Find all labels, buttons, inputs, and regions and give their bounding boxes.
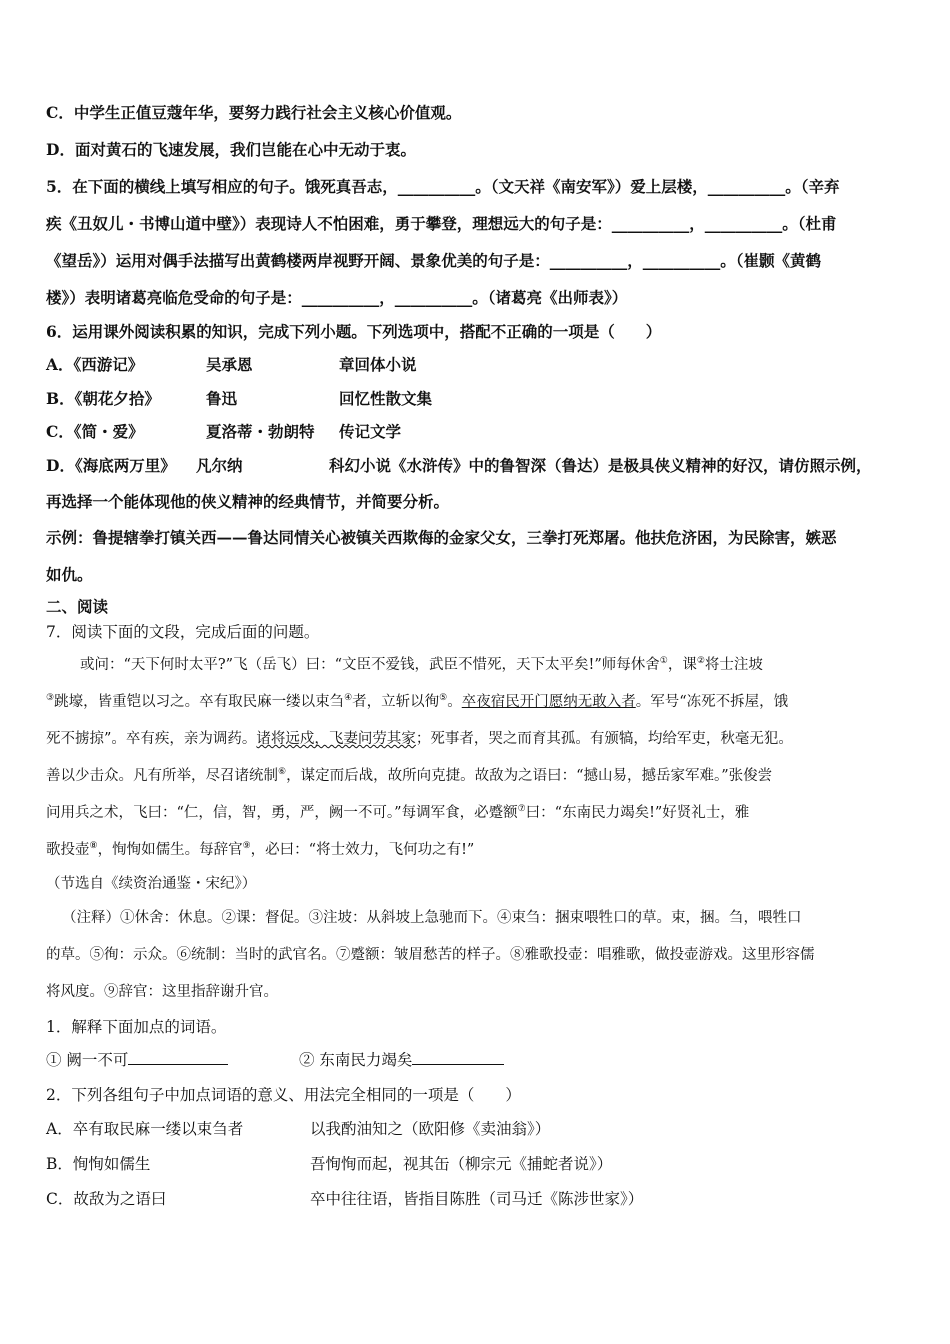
q6-option-d-title: D．《海底两万里》	[46, 456, 176, 475]
passage-line-3	[46, 727, 906, 748]
passage-text: ，课	[667, 657, 697, 673]
passage-text: ；死事者，哭之而育其孤。有颁犒，均给军吏，秋毫无犯。	[415, 731, 793, 747]
footnote-mark: ⑤	[439, 693, 448, 704]
q7-stem: 7．阅读下面的文段，完成后面的问题。	[46, 623, 320, 641]
sub2-stem: 2．下列各组句子中加点词语的意义、用法完全相同的一项是（ ）	[46, 1086, 521, 1104]
sub1-item-b: ② 东南民力竭矣	[299, 1051, 413, 1069]
underlined-sentence: 卒夜宿民开门愿纳无敢入者	[461, 694, 636, 710]
sub2-option-b-left: B．恂恂如儒生	[46, 1155, 151, 1173]
sub1-stem: 1．解释下面加点的词语。	[46, 1018, 227, 1036]
q6-option-c-genre: 传记文学	[339, 422, 402, 441]
sub2-option-a-right: 以我酌油知之（欧阳修《卖油翁》）	[310, 1120, 551, 1138]
sub2-option-c	[46, 1187, 906, 1209]
passage-text: 跳壕，皆重铠以习之。卒有取民麻一缕以束刍	[54, 694, 345, 710]
q6-option-b	[46, 387, 906, 409]
sub2-option-a-left: A．卒有取民麻一缕以束刍者	[46, 1120, 244, 1138]
wavy-underlined-sentence: 诸将远戍，飞妻问劳其家	[256, 731, 416, 747]
q6-option-c	[46, 420, 906, 442]
section-heading: 二、阅读	[46, 597, 109, 616]
passage-text: ，恂恂如儒生。每辞官	[97, 842, 243, 858]
footnote-mark: ②	[696, 656, 705, 667]
option-c	[46, 101, 906, 123]
q5-line-2: 疾《丑奴儿・书博山道中壁》）表现诗人不怕困难，勇于攀登，理想远大的句子是：__________，__________。（杜甫	[46, 214, 837, 233]
option-d-text: 面对黄石的飞速发展，我们岂能在心中无动于衷。	[74, 140, 416, 159]
footnote-mark: ⑥	[278, 767, 287, 778]
passage-text: 歌投壶	[46, 842, 90, 858]
option-d-letter: D．	[46, 140, 75, 159]
passage-text: 死不掳掠”。卒有疾，亲为调药。	[46, 731, 257, 747]
sub2-option-c-left: C．故敌为之语曰	[46, 1190, 167, 1208]
q6-option-a	[46, 353, 906, 375]
sub2-option-b-right: 吾恂恂而起，视其缶（柳宗元《捕蛇者说》）	[310, 1155, 613, 1173]
passage-line-4	[46, 764, 906, 785]
q6-option-d	[46, 454, 906, 476]
passage-text: 。	[447, 694, 462, 710]
option-c-text: 中学生正值豆蔻年华，要努力践行社会主义核心价值观。	[73, 103, 462, 122]
passage-text: 曰：“东南民力竭矣!”好贤礼士，雅	[525, 805, 750, 821]
passage-line-5	[46, 801, 906, 822]
q6-stem: 6．运用课外阅读积累的知识，完成下列小题。下列选项中，搭配不正确的一项是（ ）	[46, 322, 662, 341]
passage-text: 者，立斩以徇	[352, 694, 440, 710]
footnote-mark: ⑧	[89, 841, 98, 852]
q6-option-a-genre: 章回体小说	[339, 355, 417, 374]
q6-option-b-genre: 回忆性散文集	[339, 389, 433, 408]
footnote-mark: ④	[344, 693, 353, 704]
passage-text: 。军号“冻死不拆屋，饿	[635, 694, 789, 710]
sub2-option-a	[46, 1117, 906, 1139]
q6-option-d-rest: 科幻小说《水浒传》中的鲁智深（鲁达）是极具侠义精神的好汉，请仿照示例，	[329, 456, 872, 475]
passage-text: ，必曰：“将士效力，飞何功之有!”	[250, 842, 475, 858]
q6-example-line-2: 如仇。	[46, 565, 93, 584]
passage-text: ，谋定而后战，故所向克捷。故敌为之语曰：“撼山易，撼岳家军难。”张俊尝	[286, 768, 773, 784]
q5-line-1: 5．在下面的横线上填写相应的句子。饿死真吾志，__________。（文天祥《南安军》）爱上层楼，__________。（辛弃	[46, 177, 840, 196]
q5-line-4: 楼》）表明诸葛亮临危受命的句子是：__________，__________。（诸葛亮《出师表》）	[46, 288, 628, 307]
sub1-items	[46, 1048, 906, 1070]
q6-option-b-title: B．《朝花夕拾》	[46, 389, 160, 408]
sub1-item-b-wrap	[299, 1048, 504, 1070]
q6-option-b-author: 鲁迅	[206, 389, 238, 408]
q6-option-d-author: 凡尔纳	[196, 456, 243, 475]
sub2-option-c-right: 卒中往往语，皆指目陈胜（司马迁《陈涉世家》）	[310, 1190, 644, 1208]
passage-text: 问用兵之术，飞曰：“仁，信，智，勇，严，阙一不可。”每调军食，必蹙额	[46, 805, 518, 821]
passage-line-1	[80, 653, 940, 674]
answer-blank[interactable]	[128, 1050, 228, 1065]
passage-text: 将士注坡	[704, 657, 763, 673]
footnote-mark: ①	[659, 656, 668, 667]
notes-line-1: （注释）①休舍：休息。②课：督促。③注坡：从斜坡上急驰而下。④束刍：捆束喂牲口的草。束，捆。刍，喂牲口	[62, 910, 802, 926]
q6-example-line-1: 示例：鲁提辖拳打镇关西——鲁达同情关心被镇关西欺侮的金家父女，三拳打死郑屠。他扶危济困，为民除害，嫉恶	[46, 528, 837, 547]
passage-source: （节选自《续资治通鉴・宋纪》）	[46, 876, 257, 892]
footnote-mark: ③	[46, 693, 55, 704]
q6-option-a-title: A．《西游记》	[46, 355, 144, 374]
q5-line-3: 《望岳》）运用对偶手法描写出黄鹤楼两岸视野开阔、景象优美的句子是：__________，__________。（崔颢《黄鹤	[46, 251, 822, 270]
option-c-letter: C．	[46, 103, 74, 122]
q6-continuation: 再选择一个能体现他的侠义精神的经典情节，并简要分析。	[46, 492, 450, 511]
passage-text: 善以少击众。凡有所举，尽召诸统制	[46, 768, 278, 784]
passage-line-2	[46, 690, 906, 711]
sub2-option-b	[46, 1152, 906, 1174]
q6-option-a-author: 吴承恩	[206, 355, 253, 374]
passage-text: 或问：“天下何时太平?”飞（岳飞）曰：“文臣不爱钱，武臣不惜死，天下太平矣!”师每休舍	[80, 657, 660, 673]
footnote-mark: ⑦	[517, 804, 526, 815]
footnote-mark: ⑨	[242, 841, 251, 852]
q6-option-c-author: 夏洛蒂・勃朗特	[206, 422, 315, 441]
option-d	[46, 138, 906, 160]
notes-line-2: 的草。⑤徇：示众。⑥统制：当时的武官名。⑦蹙额：皱眉愁苦的样子。⑧雅歌投壶：唱雅歌，做投壶游戏。这里形容儒	[46, 947, 815, 963]
q6-option-c-title: C．《简・爱》	[46, 422, 144, 441]
notes-line-3: 将风度。⑨辞官：这里指辞谢升官。	[46, 984, 278, 1000]
passage-line-6	[46, 838, 906, 859]
sub1-item-a: ① 阙一不可	[46, 1051, 129, 1069]
answer-blank[interactable]	[412, 1050, 504, 1065]
